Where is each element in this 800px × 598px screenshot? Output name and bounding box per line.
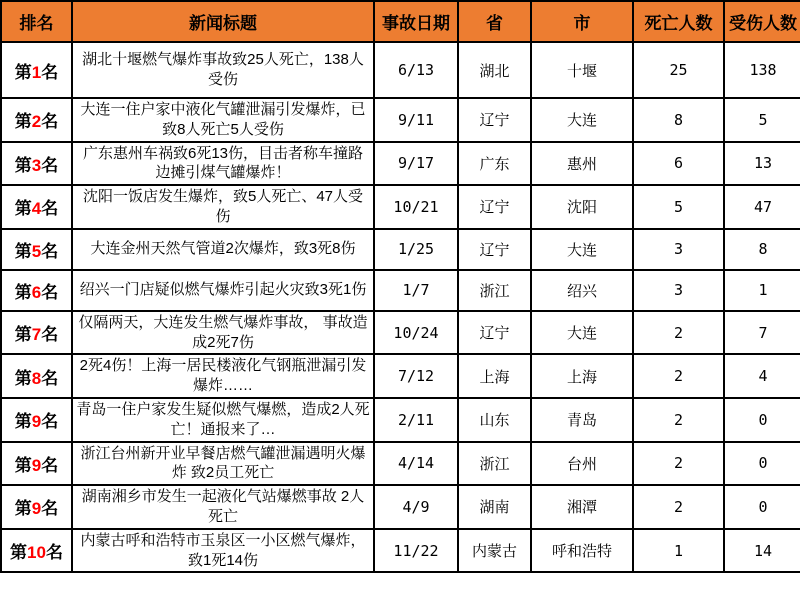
rank-prefix: 第 [14,199,32,219]
injuries-cell[interactable]: 0 [724,442,800,486]
rank-number: 4 [31,199,42,219]
province-cell[interactable]: 浙江 [458,270,531,311]
deaths-cell[interactable]: 3 [633,229,724,270]
table-row [1,185,800,229]
rank-suffix: 名 [41,241,59,261]
rank-prefix: 第 [14,499,32,519]
news-title-cell[interactable]: 大连金州天然气管道2次爆炸，致3死8伤 [72,229,374,270]
rank-prefix: 第 [14,62,32,82]
accident-date-cell[interactable]: 10/21 [374,185,458,229]
injuries-cell[interactable]: 13 [724,142,800,186]
rank-prefix: 第 [14,155,32,175]
rank-number: 8 [31,368,42,388]
rank-prefix: 第 [14,325,32,345]
deaths-cell[interactable]: 2 [633,311,724,355]
table-row [1,98,800,142]
city-cell[interactable]: 台州 [531,442,633,486]
news-title-cell[interactable]: 绍兴一门店疑似燃气爆炸引起火灾致3死1伤 [72,270,374,311]
table-row [1,398,800,442]
city-cell[interactable]: 沈阳 [531,185,633,229]
rank-cell[interactable] [1,485,72,529]
deaths-cell[interactable]: 1 [633,529,724,573]
province-cell[interactable]: 辽宁 [458,185,531,229]
rank-cell[interactable] [1,270,72,311]
accident-date-cell[interactable]: 7/12 [374,354,458,398]
rank-suffix: 名 [41,112,59,132]
injuries-cell[interactable]: 14 [724,529,800,573]
rank-suffix: 名 [41,62,59,82]
table-row [1,229,800,270]
news-title-cell[interactable]: 浙江台州新开业早餐店燃气罐泄漏遇明火爆炸 致2员工死亡 [72,442,374,486]
table-row [1,442,800,486]
deaths-cell[interactable]: 2 [633,354,724,398]
injuries-cell[interactable]: 0 [724,485,800,529]
header-cell-city[interactable]: 市 [531,1,633,42]
city-cell[interactable]: 湘潭 [531,485,633,529]
header-cell-date[interactable]: 事故日期 [374,1,458,42]
rank-cell[interactable] [1,42,72,98]
deaths-cell[interactable]: 25 [633,42,724,98]
injuries-cell[interactable]: 7 [724,311,800,355]
rank-cell[interactable] [1,142,72,186]
province-cell[interactable]: 广东 [458,142,531,186]
rank-number: 9 [31,499,42,519]
header-cell-rank[interactable]: 排名 [1,1,72,42]
deaths-cell[interactable]: 5 [633,185,724,229]
rank-cell[interactable] [1,185,72,229]
accident-date-cell[interactable]: 4/14 [374,442,458,486]
rank-cell[interactable] [1,98,72,142]
injuries-cell[interactable]: 8 [724,229,800,270]
accident-date-cell[interactable]: 9/11 [374,98,458,142]
rank-cell[interactable] [1,442,72,486]
rank-prefix: 第 [10,543,28,563]
province-cell[interactable]: 辽宁 [458,98,531,142]
rank-prefix: 第 [14,112,32,132]
news-title-cell[interactable]: 湖南湘乡市发生一起液化气站爆燃事故 2人死亡 [72,485,374,529]
news-title-cell[interactable]: 青岛一住户家发生疑似燃气爆燃，造成2人死亡！通报来了… [72,398,374,442]
injuries-cell[interactable]: 1 [724,270,800,311]
province-cell[interactable]: 山东 [458,398,531,442]
city-cell[interactable]: 大连 [531,311,633,355]
deaths-cell[interactable]: 6 [633,142,724,186]
rank-suffix: 名 [41,455,59,475]
rank-cell[interactable] [1,229,72,270]
news-title-cell[interactable]: 沈阳一饭店发生爆炸，致5人死亡、47人受伤 [72,185,374,229]
header-row [1,1,800,42]
rank-number: 5 [31,241,42,261]
rank-prefix: 第 [14,455,32,475]
rank-cell[interactable] [1,398,72,442]
injuries-cell[interactable]: 47 [724,185,800,229]
province-cell[interactable]: 湖南 [458,485,531,529]
deaths-cell[interactable]: 3 [633,270,724,311]
city-cell[interactable]: 呼和浩特 [531,529,633,573]
province-cell[interactable]: 辽宁 [458,311,531,355]
province-cell[interactable]: 湖北 [458,42,531,98]
table-row [1,311,800,355]
rank-number: 2 [31,112,42,132]
city-cell[interactable]: 大连 [531,229,633,270]
rank-number: 10 [27,543,46,563]
rank-prefix: 第 [14,282,32,302]
header-cell-province[interactable]: 省 [458,1,531,42]
header-cell-title[interactable]: 新闻标题 [72,1,374,42]
city-cell[interactable]: 十堰 [531,42,633,98]
rank-prefix: 第 [14,412,32,432]
rank-suffix: 名 [45,543,63,563]
news-title-cell[interactable]: 内蒙古呼和浩特市玉泉区一小区燃气爆炸，致1死14伤 [72,529,374,573]
news-title-cell[interactable]: 2死4伤！上海一居民楼液化气钢瓶泄漏引发爆炸…… [72,354,374,398]
accident-date-cell[interactable]: 1/7 [374,270,458,311]
city-cell[interactable]: 大连 [531,98,633,142]
rank-number: 9 [31,412,42,432]
accident-date-cell[interactable]: 9/17 [374,142,458,186]
news-title-cell[interactable]: 大连一住户家中液化气罐泄漏引发爆炸，已致8人死亡5人受伤 [72,98,374,142]
header-cell-injuries[interactable]: 受伤人数 [724,1,800,42]
rank-cell[interactable] [1,529,72,573]
table-row [1,270,800,311]
rank-number: 7 [31,325,42,345]
rank-prefix: 第 [14,241,32,261]
province-cell[interactable]: 内蒙古 [458,529,531,573]
accident-date-cell[interactable]: 1/25 [374,229,458,270]
province-cell[interactable]: 浙江 [458,442,531,486]
city-cell[interactable]: 上海 [531,354,633,398]
injuries-cell[interactable]: 0 [724,398,800,442]
header-cell-deaths[interactable]: 死亡人数 [633,1,724,42]
rank-suffix: 名 [41,368,59,388]
table-row [1,42,800,98]
rank-cell[interactable] [1,354,72,398]
city-cell[interactable]: 青岛 [531,398,633,442]
news-title-cell[interactable]: 广东惠州车祸致6死13伤，目击者称车撞路边摊引煤气罐爆炸！ [72,142,374,186]
deaths-cell[interactable]: 8 [633,98,724,142]
rank-prefix: 第 [14,368,32,388]
news-title-cell[interactable]: 仅隔两天，大连发生燃气爆炸事故， 事故造成2死7伤 [72,311,374,355]
rank-suffix: 名 [41,499,59,519]
accident-date-cell[interactable]: 10/24 [374,311,458,355]
rank-number: 6 [31,282,42,302]
table-row [1,529,800,573]
table-row [1,485,800,529]
deaths-cell[interactable]: 2 [633,485,724,529]
injuries-cell[interactable]: 138 [724,42,800,98]
rank-suffix: 名 [41,325,59,345]
rank-suffix: 名 [41,282,59,302]
rank-suffix: 名 [41,412,59,432]
rank-number: 9 [31,455,42,475]
injuries-cell[interactable]: 5 [724,98,800,142]
rank-number: 3 [31,155,42,175]
province-cell[interactable]: 上海 [458,354,531,398]
city-cell[interactable]: 惠州 [531,142,633,186]
province-cell[interactable]: 辽宁 [458,229,531,270]
accident-date-cell[interactable]: 4/9 [374,485,458,529]
injuries-cell[interactable]: 4 [724,354,800,398]
table-header [1,1,800,42]
deaths-cell[interactable]: 2 [633,442,724,486]
deaths-cell[interactable]: 2 [633,398,724,442]
table-row [1,354,800,398]
accident-date-cell[interactable]: 11/22 [374,529,458,573]
news-title-cell[interactable]: 湖北十堰燃气爆炸事故致25人死亡，138人受伤 [72,42,374,98]
accident-date-cell[interactable]: 2/11 [374,398,458,442]
accident-date-cell[interactable]: 6/13 [374,42,458,98]
table-row [1,142,800,186]
rank-suffix: 名 [41,155,59,175]
rank-suffix: 名 [41,199,59,219]
rank-number: 1 [31,62,42,82]
city-cell[interactable]: 绍兴 [531,270,633,311]
table-body [1,42,800,572]
rank-cell[interactable] [1,311,72,355]
